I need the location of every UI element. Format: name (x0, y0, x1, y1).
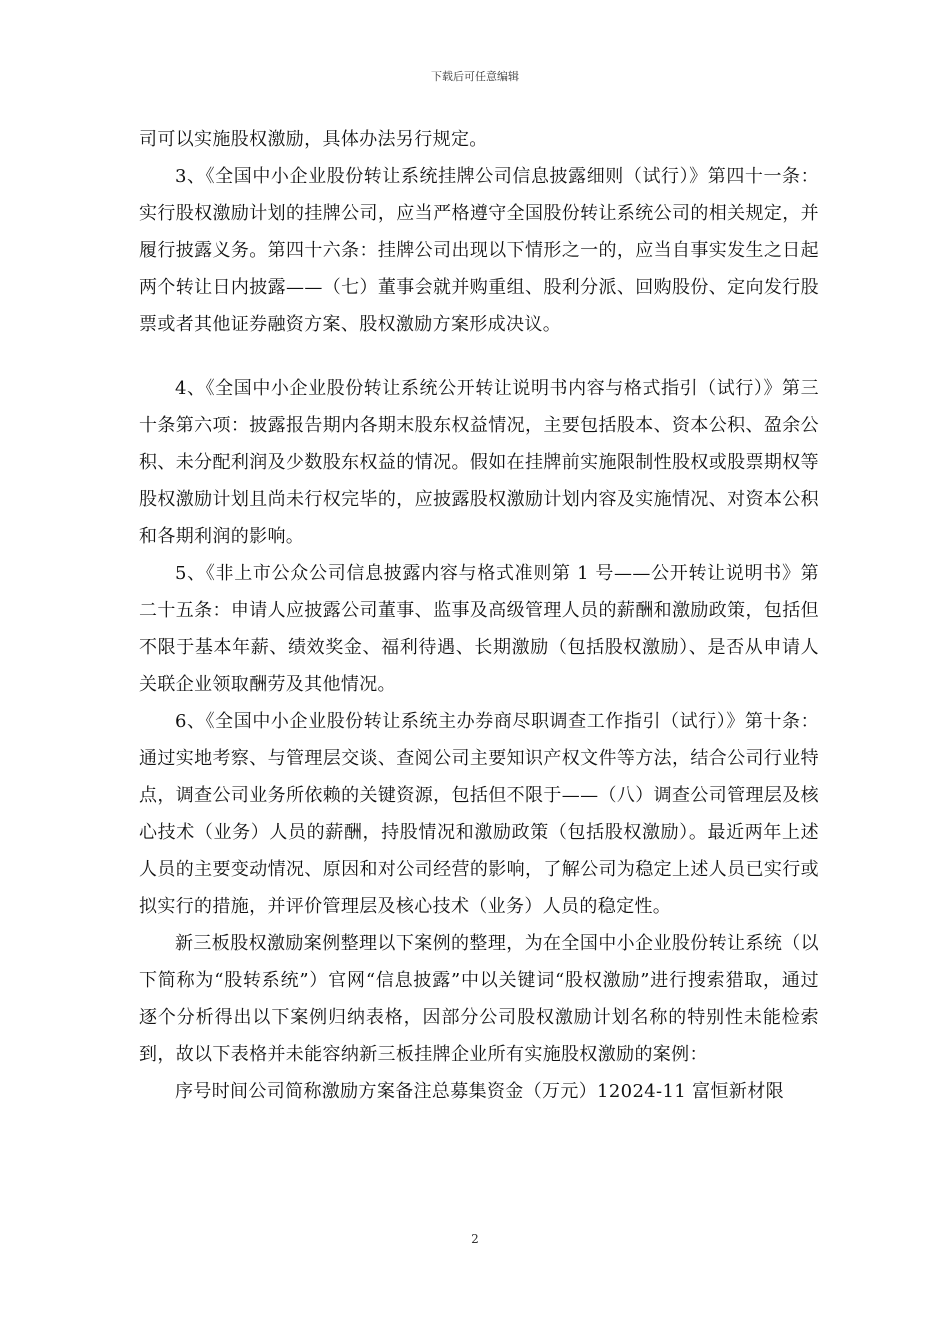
page-header: 下载后可任意编辑 (431, 70, 519, 83)
paragraph-table-header: 序号时间公司简称激励方案备注总募集资金（万元）12024-11 富恒新材限 (175, 1081, 784, 1102)
paragraph-item-6: 6、《全国中小企业股份转让系统主办券商尽职调查工作指引（试行）》第十条：通过实地考察、与管理层交谈、查阅公司主要知识产权文件等方法，结合公司行业特点，调查公司业务所依赖的关键资源，包括但不限于——（八）调查公司管理层及核心技术（业务）人员的薪酬，持股情况和激励政策（包括股权激励）。最近两年上述人员的主要变动情况、原因和对公司经营的影响，了解公司为稳定上述人员已实行或拟实行的措施，并评价管理层及核心技术（业务）人员的稳定性。 (139, 711, 819, 917)
paragraph-item-3: 3、《全国中小企业股份转让系统挂牌公司信息披露细则（试行）》第四十一条：实行股权激励计划的挂牌公司，应当严格遵守全国股份转让系统公司的相关规定，并履行披露义务。第四十六条：挂牌公司出现以下情形之一的，应当自事实发生之日起两个转让日内披露——（七）董事会就并购重组、股利分派、回购股份、定向发行股票或者其他证券融资方案、股权激励方案形成决议。 (139, 166, 819, 335)
document-body (139, 121, 819, 1110)
paragraph-item-5: 5、《非上市公众公司信息披露内容与格式准则第 1 号——公开转让说明书》第二十五条：申请人应披露公司董事、监事及高级管理人员的薪酬和激励政策，包括但不限于基本年薪、绩效奖金、福利待遇、长期激励（包括股权激励）、是否从申请人关联企业领取酬劳及其他情况。 (139, 563, 819, 695)
paragraph-continuation: 司可以实施股权激励，具体办法另行规定。 (139, 129, 488, 150)
page-number: 2 (471, 1232, 479, 1246)
paragraph-case-summary: 新三板股权激励案例整理以下案例的整理，为在全国中小企业股份转让系统（以下简称为“股转系统”）官网“信息披露”中以关键词“股权激励”进行搜索猎取，通过逐个分析得出以下案例归纳表格，因部分公司股权激励计划名称的特别性未能检索到，故以下表格并未能容纳新三板挂牌企业所有实施股权激励的案例： (139, 933, 819, 1065)
paragraph-item-4: 4、《全国中小企业股份转让系统公开转让说明书内容与格式指引（试行）》第三十条第六项：披露报告期内各期末股东权益情况，主要包括股本、资本公积、盈余公积、未分配利润及少数股东权益的情况。假如在挂牌前实施限制性股权或股票期权等股权激励计划且尚未行权完毕的，应披露股权激励计划内容及实施情况、对资本公积和各期利润的影响。 (139, 378, 819, 547)
